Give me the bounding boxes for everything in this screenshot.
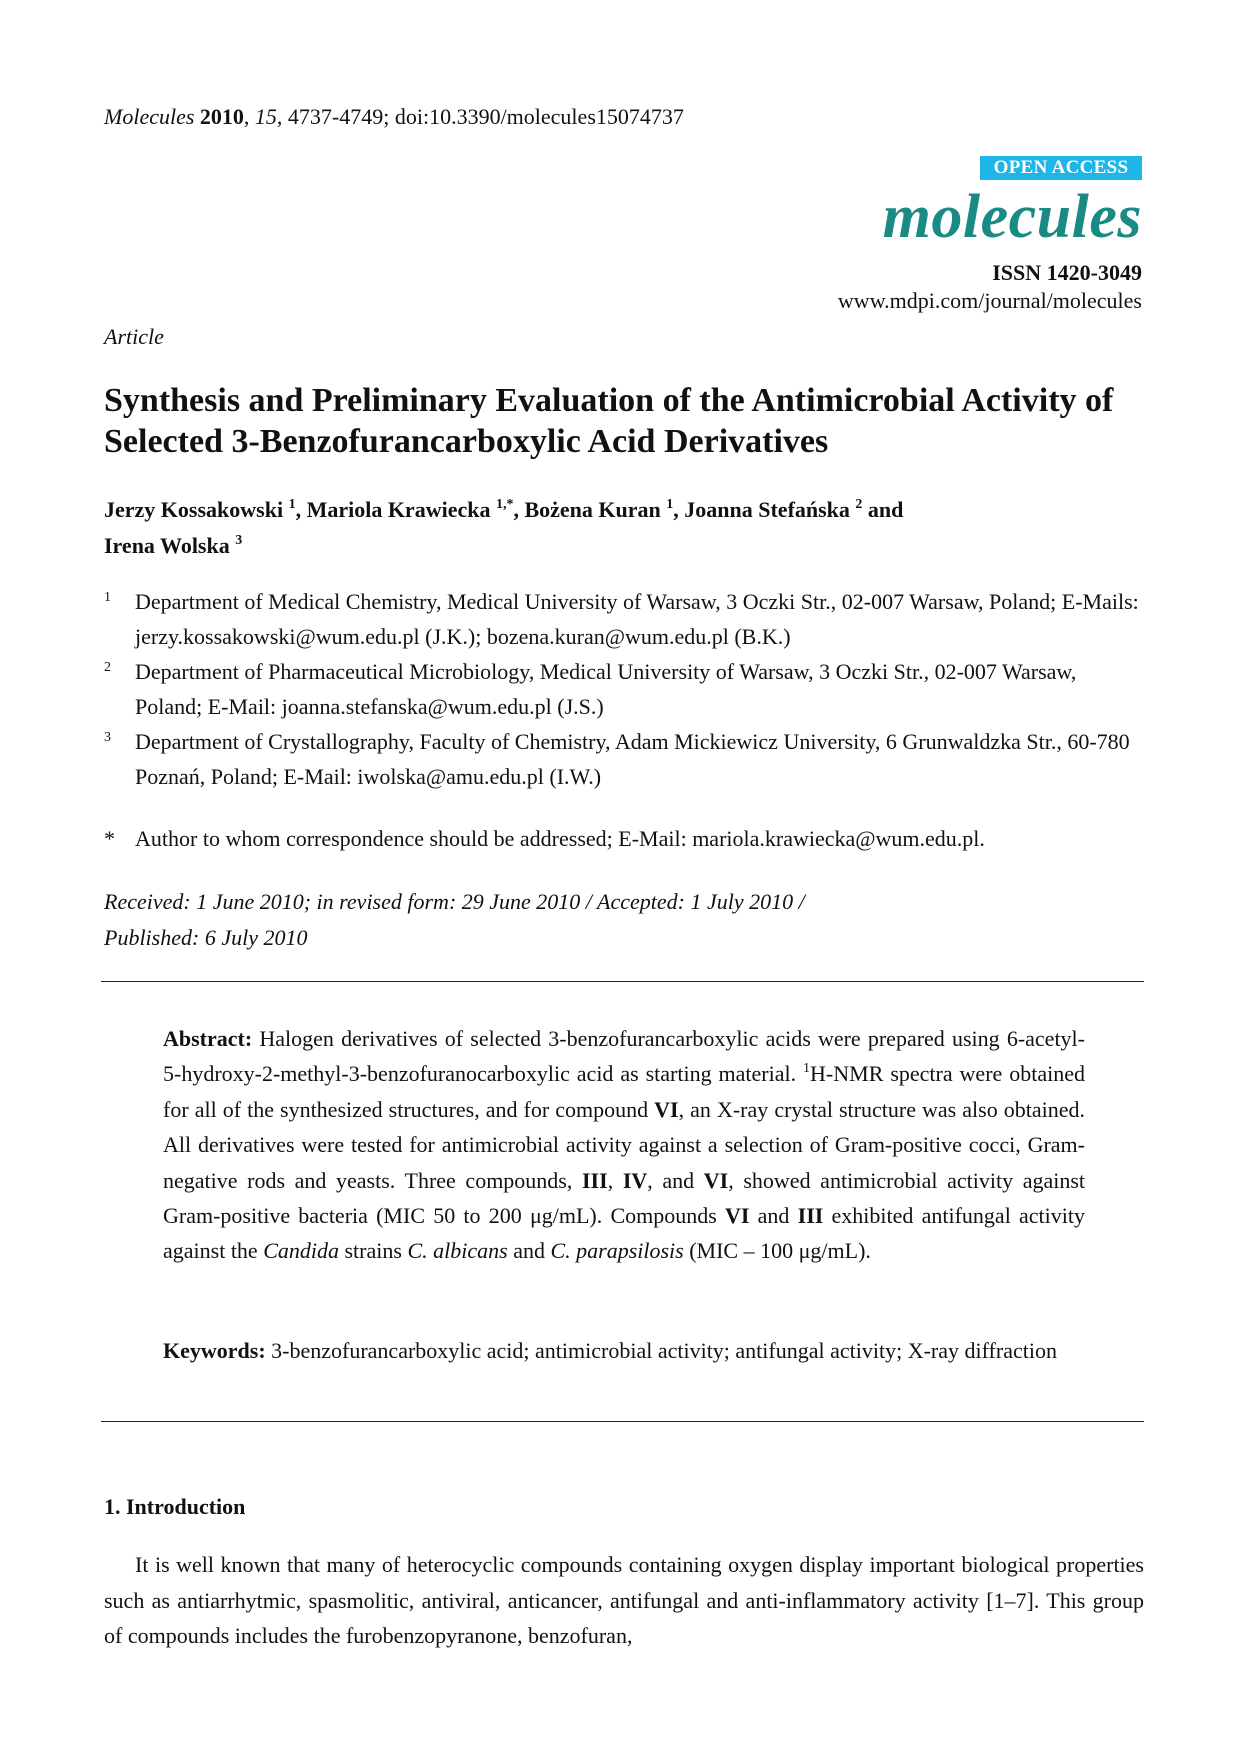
author-affiliation-marker: 1 <box>288 497 296 512</box>
affiliation <box>104 654 1144 724</box>
affiliation-text: Department of Crystallography, Faculty of Chemistry, Adam Mickiewicz University, 6 Grunwaldzka Str., 60-780 Poznań, Poland; E-Mail: iwolska@amu.edu.pl (I.W.) <box>135 729 1130 789</box>
author-name: Joanna Stefańska <box>684 497 850 522</box>
affiliation <box>104 724 1144 794</box>
author-affiliation-marker: 1,* <box>495 497 514 512</box>
divider <box>101 981 1144 982</box>
author-affiliation-marker: 1 <box>666 497 674 512</box>
author-name: Jerzy Kossakowski <box>104 497 284 522</box>
abstract-label: Abstract: <box>163 1026 253 1051</box>
divider <box>101 1421 1144 1422</box>
open-access-badge: OPEN ACCESS <box>980 156 1142 180</box>
section-heading: 1. Introduction <box>104 1494 246 1519</box>
correspondence-text: Author to whom correspondence should be addressed; E-Mail: mariola.krawiecka@wum.edu.pl. <box>135 826 985 851</box>
correspondence-note <box>104 826 985 852</box>
affiliation-number: 2 <box>104 660 111 675</box>
affiliation-number: 3 <box>104 730 111 745</box>
citation-pages-doi: , 4737-4749; doi:10.3390/molecules15074737 <box>276 104 684 129</box>
author-name: Irena Wolska <box>104 533 230 558</box>
correspondence-marker: * <box>104 826 115 851</box>
affiliation-number: 1 <box>104 590 111 605</box>
affiliation <box>104 584 1144 654</box>
author-list: Jerzy Kossakowski $^1$, Mariola Krawiecka $^{1,*}$, Bożena Kuran $^1$, Joanna Stefańska $^2$ and Irena Wolska $^3$ <box>104 497 904 558</box>
author-name: Bożena Kuran <box>524 497 661 522</box>
keywords-text: 3-benzofurancarboxylic acid; antimicrobial activity; antifungal activity; X-ray diffraction <box>265 1338 1057 1363</box>
journal-url[interactable]: www.mdpi.com/journal/molecules <box>837 288 1142 313</box>
issn: ISSN 1420-3049 <box>992 260 1142 285</box>
affiliation-text: Department of Pharmaceutical Microbiology, Medical University of Warsaw, 3 Oczki Str., 02-007 Warsaw, Poland; E-Mail: joanna.stefanska@wum.edu.pl (J.S.) <box>135 659 1077 719</box>
dates-line-published: Published: 6 July 2010 <box>104 925 308 950</box>
author-name: Mariola Krawiecka <box>306 497 491 522</box>
citation-year: 2010 <box>199 104 244 129</box>
publication-dates <box>104 884 805 956</box>
journal-logo: molecules <box>882 183 1142 251</box>
paper-title: Synthesis and Preliminary Evaluation of the Antimicrobial Activity of Selected 3-Benzofurancarboxylic Acid Derivatives <box>104 382 1114 460</box>
author-affiliation-marker: 3 <box>235 533 243 548</box>
keywords <box>163 1333 1085 1368</box>
citation-journal: Molecules <box>104 104 195 129</box>
abstract: Abstract: Halogen derivatives of selected 3-benzofurancarboxylic acids were prepared using 6-acetyl-5-hydroxy-2-methyl-3-benzofuranocarboxylic acid as starting material. $^1$H-NMR spectra were obtained for all of the synthesized structures, and for compound VI, an X-ray crystal structure was also obtained. All derivatives were tested for antimicrobial activity against a selection of Gram-positive cocci, Gram-negative rods and yeasts. Three compounds, III, IV, and VI, showed antimicrobial activity against Gram-positive bacteria (MIC 50 to 200 μg/mL). Compounds VI and III exhibited antifungal activity against the Candida strains C. albicans and C. parapsilosis (MIC – 100 μg/mL). <box>163 1026 1086 1264</box>
citation-volume: 15 <box>254 104 277 129</box>
intro-paragraph: It is well known that many of heterocyclic compounds containing oxygen display important biological properties such as antiarrhytmic, spasmolitic, antiviral, anticancer, antifungal and anti-inflammatory activity [1–7]. This group of compounds includes the furobenzopyranone, benzofuran, <box>104 1552 1144 1649</box>
keywords-label: Keywords: <box>163 1338 266 1363</box>
affiliation-text: Department of Medical Chemistry, Medical University of Warsaw, 3 Oczki Str., 02-007 Warsaw, Poland; E-Mails: jerzy.kossakowski@wum.edu.pl (J.K.); bozena.kuran@wum.edu.pl (B.K.) <box>135 589 1139 649</box>
author-affiliation-marker: 2 <box>855 497 863 512</box>
citation-line: Molecules 2010, 15, 4737-4749; doi:10.3390/molecules15074737 <box>104 104 684 129</box>
dates-line-received: Received: 1 June 2010; in revised form: 29 June 2010 / Accepted: 1 July 2010 / <box>104 889 805 914</box>
article-type: Article <box>104 324 164 349</box>
